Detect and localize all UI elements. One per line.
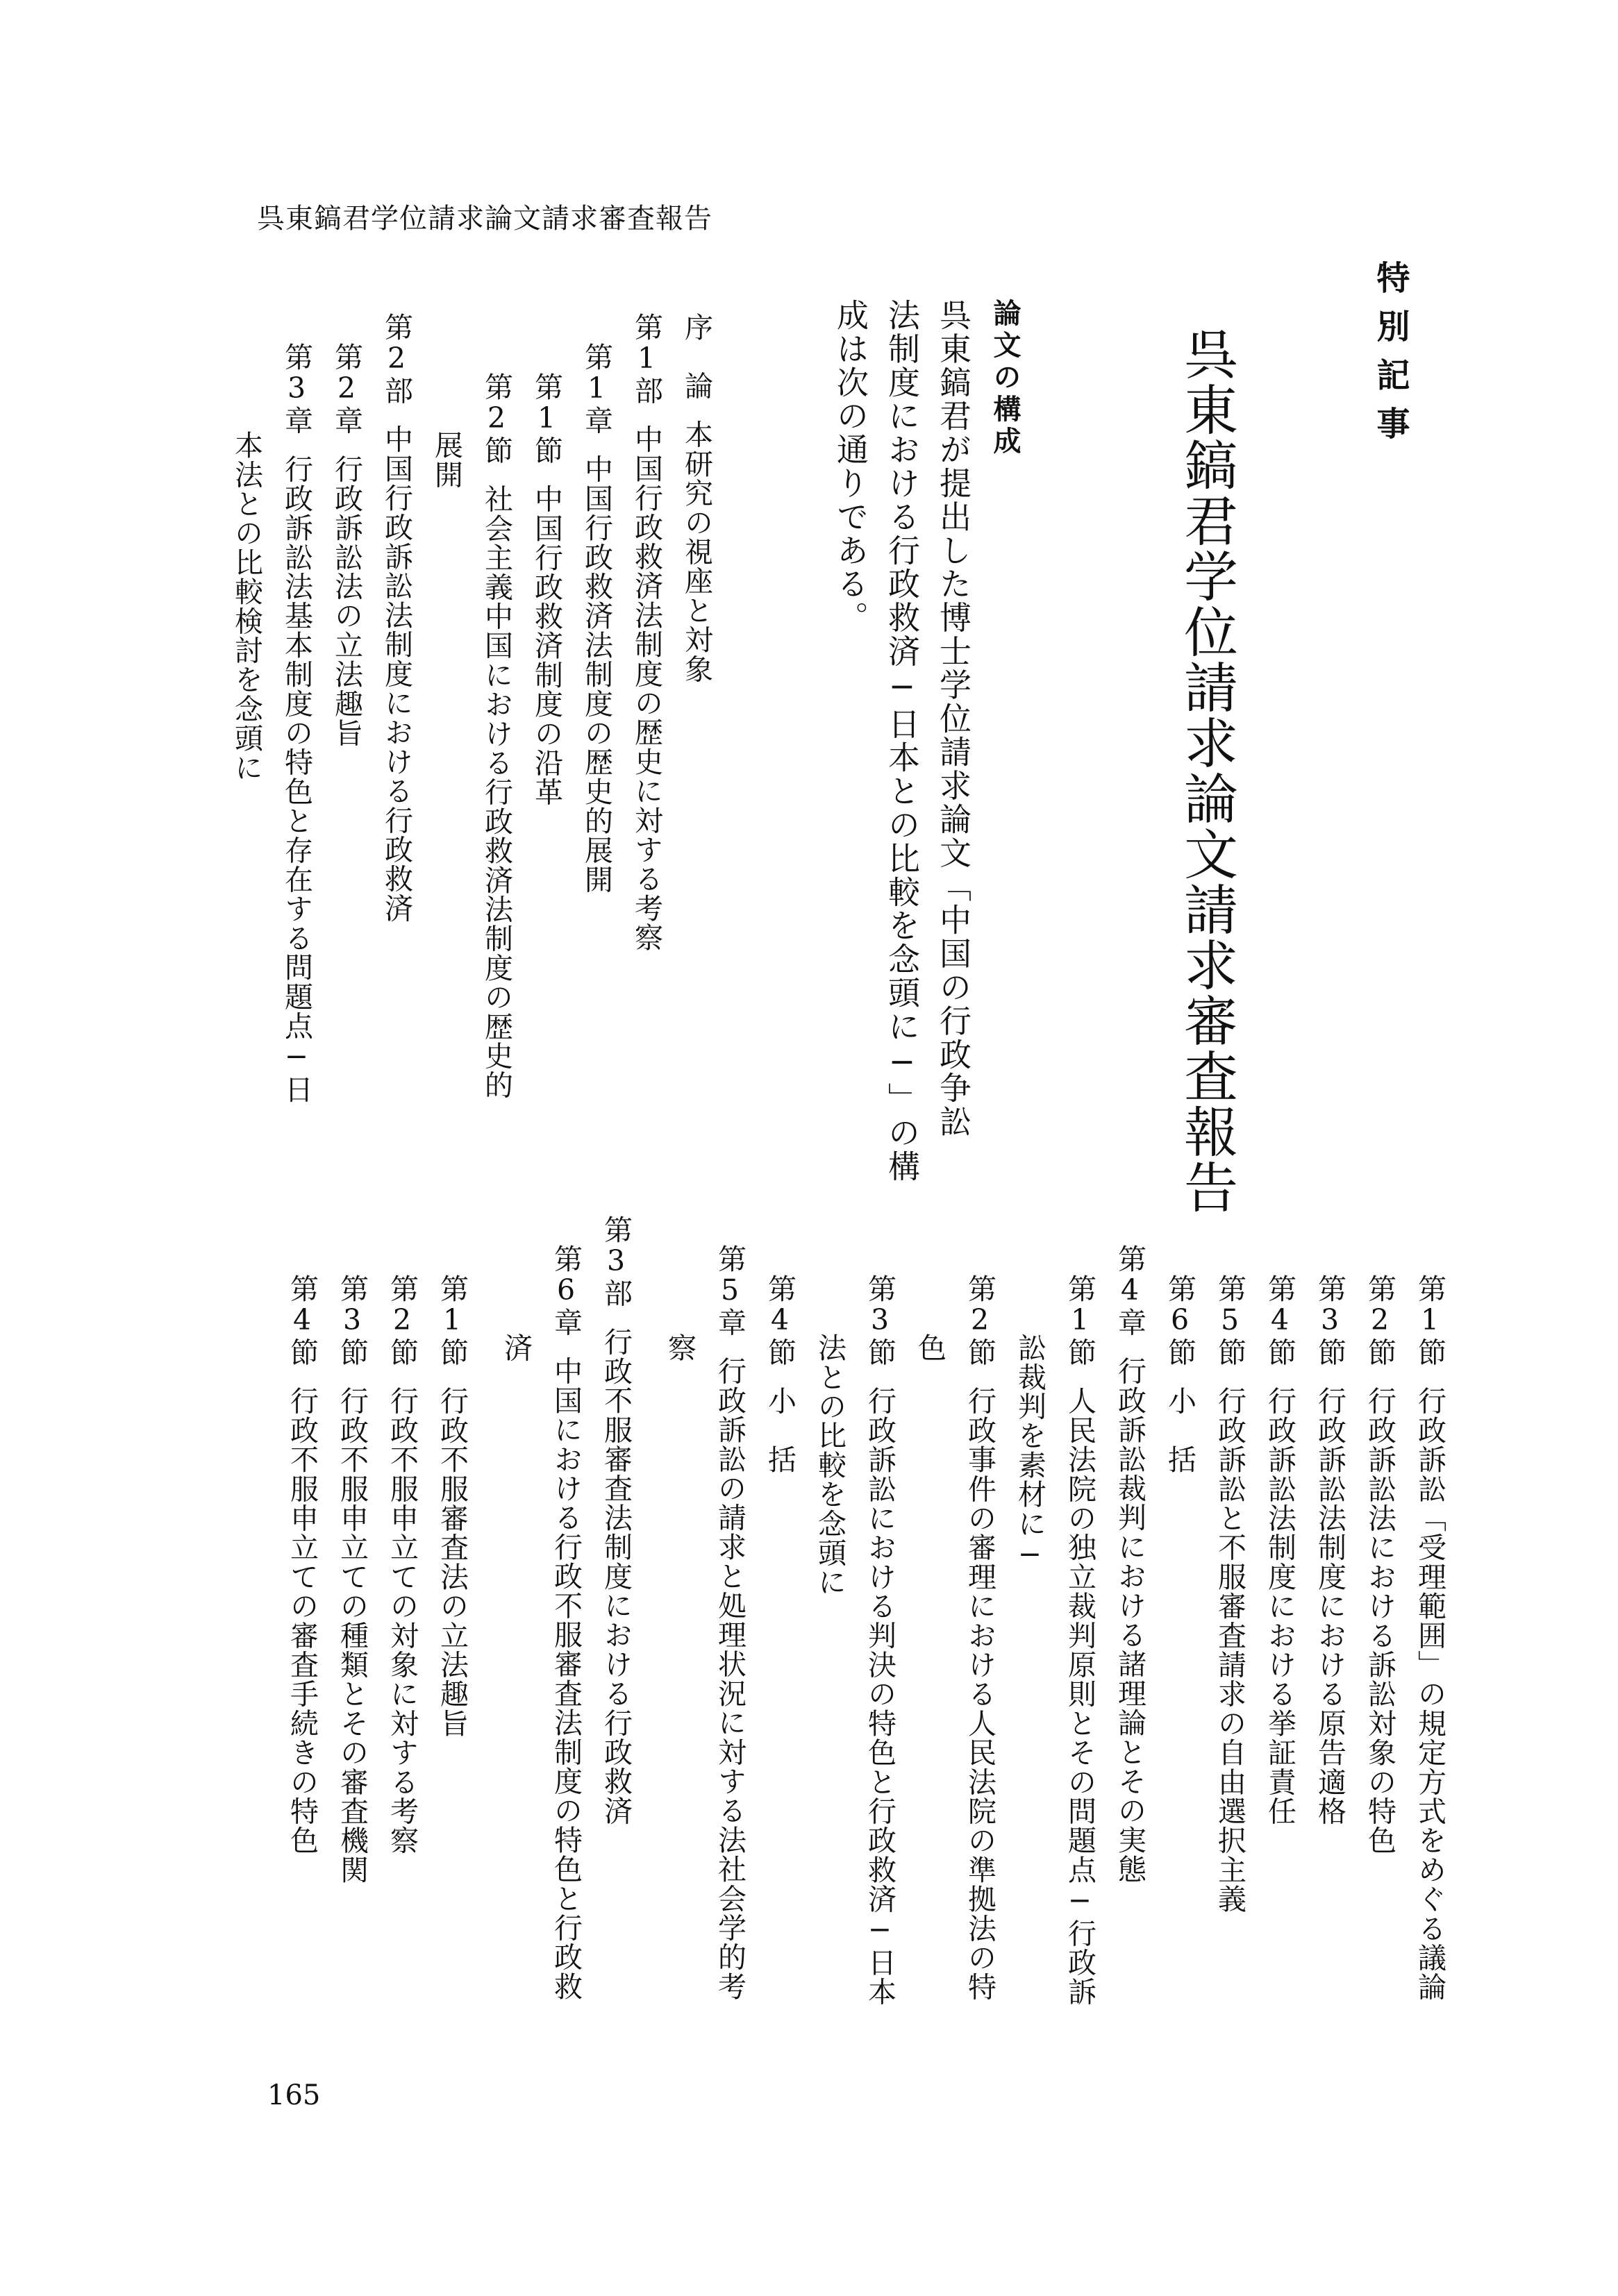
toc-title: 中国における行政不服審査法制度の特色と行政救	[549, 1356, 583, 2002]
toc-label: 第1章	[580, 342, 613, 435]
toc-entry	[549, 1244, 583, 2002]
toc-title: 社会主義中国における行政救済法制度の歴史的	[480, 484, 513, 1100]
toc-title: 小 括	[763, 1386, 797, 1475]
toc-title: 行政訴訟法制度における原告適格	[1313, 1386, 1346, 1826]
toc-entry	[763, 1274, 797, 1475]
toc-entry	[965, 1274, 994, 2002]
toc-label: 第3章	[280, 342, 313, 435]
toc-title: 済	[499, 1333, 533, 1363]
toc-entry	[713, 1244, 747, 2002]
toc-label: 第1節	[1413, 1274, 1446, 1367]
toc-entry-continued	[1015, 1333, 1044, 1573]
toc-title: 行政不服申立ての対象に対する考察	[385, 1386, 419, 1855]
toc-entry	[530, 372, 563, 807]
toc-label: 第4節	[763, 1274, 797, 1367]
toc-entry	[480, 372, 513, 1100]
toc-title: 行政不服申立ての種類とその審査機関	[335, 1386, 369, 1885]
toc-entry	[680, 312, 713, 684]
toc-title: 行政訴訟法制度における挙証責任	[1263, 1386, 1296, 1826]
toc-entry	[1415, 1274, 1444, 2002]
toc-label: 第4節	[285, 1274, 319, 1367]
toc-entry	[599, 1215, 633, 1826]
toc-entry	[865, 1274, 894, 2006]
toc-entry	[280, 342, 313, 1105]
toc-title: 訟裁判を素材に─	[1013, 1333, 1046, 1573]
toc-label: 第1節	[1063, 1274, 1096, 1367]
toc-title: 行政訴訟裁判における諸理論とその実態	[1113, 1356, 1146, 1884]
toc-title: 行政訴訟における判決の特色と行政救済─日本	[863, 1386, 896, 2006]
toc-label: 第3節	[1313, 1274, 1346, 1367]
toc-entry	[435, 1274, 469, 1738]
toc-title: 本研究の視座と対象	[680, 419, 713, 684]
toc-title: 行政訴訟法における訴訟対象の特色	[1363, 1386, 1396, 1855]
toc-title: 本法との比較検討を念頭に	[230, 430, 263, 782]
running-header: 呉東鎬君学位請求論文請求審査報告	[257, 203, 712, 235]
toc-entry	[330, 342, 363, 748]
intro-line-3: 成は次の通りである。	[832, 299, 869, 635]
toc-entry	[1315, 1274, 1344, 1826]
toc-title: 人民法院の独立裁判原則とその問題点─行政訴	[1063, 1386, 1096, 2006]
toc-title: 行政訴訟の請求と処理状況に対する法社会学的考	[713, 1356, 747, 2002]
toc-entry	[285, 1274, 319, 1855]
toc-label: 第1節	[530, 372, 563, 465]
intro-line-1: 呉東鎬君が提出した博士学位請求論文「中国の行政争訟	[935, 299, 972, 1139]
toc-title: 中国行政訴訟法制度における行政救済	[380, 424, 413, 923]
toc-label: 第3部	[599, 1215, 633, 1308]
toc-entry	[380, 312, 413, 923]
toc-entry-continued	[230, 430, 263, 782]
toc-title: 行政訴訟法基本制度の特色と存在する問題点─日	[280, 454, 313, 1105]
page-title: 呉東鎬君学位請求論文請求審査報告	[1175, 326, 1237, 1215]
toc-entry	[580, 342, 613, 894]
special-article-label: 特別記事	[1371, 260, 1410, 455]
toc-title: 法との比較を念頭に	[813, 1333, 846, 1597]
section-heading: 論文の構成	[989, 299, 1021, 458]
toc-entry-continued	[663, 1333, 697, 1363]
toc-title: 中国行政救済法制度の歴史的展開	[580, 454, 613, 894]
toc-label: 第1部	[630, 312, 663, 405]
toc-label: 第6節	[1163, 1274, 1196, 1367]
toc-entry	[385, 1274, 419, 1855]
toc-title: 察	[663, 1333, 697, 1363]
toc-label: 第3節	[335, 1274, 369, 1367]
toc-label: 第2章	[330, 342, 363, 435]
toc-title: 中国行政救済制度の沿革	[530, 484, 563, 807]
toc-entry-continued	[915, 1333, 944, 1362]
toc-label: 第4節	[1263, 1274, 1296, 1367]
toc-label: 第4章	[1113, 1244, 1146, 1337]
toc-entry	[1215, 1274, 1244, 1913]
toc-label: 第2節	[480, 372, 513, 465]
toc-title: 行政訴訟法の立法趣旨	[330, 454, 363, 748]
toc-entry	[1065, 1274, 1094, 2006]
toc-title: 展開	[430, 430, 463, 489]
toc-title: 行政不服審査法の立法趣旨	[435, 1386, 469, 1738]
toc-label: 第2節	[963, 1274, 996, 1367]
toc-entry	[1115, 1244, 1144, 1884]
toc-title: 行政不服申立ての審査手続きの特色	[285, 1386, 319, 1855]
toc-title: 行政訴訟「受理範囲」の規定方式をめぐる議論	[1413, 1386, 1446, 2002]
toc-label: 第2節	[385, 1274, 419, 1367]
toc-label: 第3節	[863, 1274, 896, 1367]
toc-entry-continued	[815, 1333, 844, 1597]
toc-label: 第2部	[380, 312, 413, 405]
toc-entry	[1165, 1274, 1194, 1474]
intro-line-2: 法制度における行政救済─日本との比較を念頭に─」の構	[883, 299, 921, 1184]
toc-title: 小 括	[1163, 1386, 1196, 1475]
toc-entry-continued	[499, 1333, 533, 1363]
toc-label: 第5節	[1213, 1274, 1246, 1367]
toc-entry	[630, 312, 663, 953]
toc-label: 第5章	[713, 1244, 747, 1337]
toc-entry	[335, 1274, 369, 1885]
toc-title: 行政事件の審理における人民法院の準拠法の特	[963, 1386, 996, 2002]
toc-label: 序 論	[680, 312, 713, 401]
toc-title: 行政訴訟と不服審査請求の自由選択主義	[1213, 1386, 1246, 1914]
toc-entry	[1365, 1274, 1394, 1855]
toc-entry-continued	[430, 430, 463, 489]
toc-label: 第6章	[549, 1244, 583, 1337]
toc-label: 第2節	[1363, 1274, 1396, 1367]
toc-title: 行政不服審査法制度における行政救済	[599, 1327, 633, 1826]
page-number: 165	[267, 2079, 321, 2111]
toc-label: 第1節	[435, 1274, 469, 1367]
toc-title: 中国行政救済法制度の歴史に対する考察	[630, 424, 663, 953]
toc-title: 色	[913, 1333, 946, 1363]
toc-entry	[1265, 1274, 1294, 1826]
